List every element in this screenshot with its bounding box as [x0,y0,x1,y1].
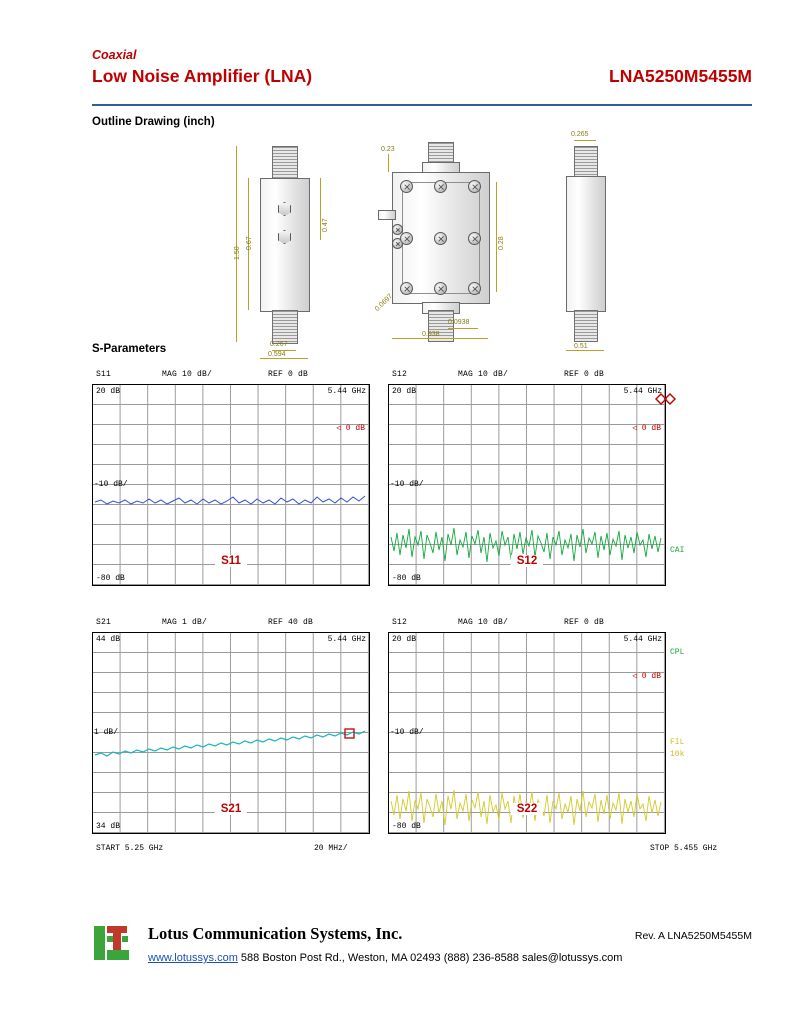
plot-s22-channel: S12 [392,618,408,627]
plot-s21-reference: REF 40 dB [268,618,314,627]
plot-s22 [388,618,685,848]
plot-s11-tag: S11 [215,555,247,567]
dim-top-0-28: 0.28 [498,236,505,250]
screw-tl [400,180,413,193]
dim-front-0-594: 0.594 [268,351,286,358]
dim-line-height2 [236,146,237,342]
dim-side-0-51: 0.51 [574,343,588,350]
plot-s22-grid [388,632,666,834]
plot-s12-marker: ◁ 0 dB [632,424,661,433]
section-title-outline: Outline Drawing (inch) [92,116,215,128]
plot-s12-channel: S12 [392,370,408,379]
sparameter-plots [92,370,752,860]
plot-s22-top-label: 20 dB [392,635,417,644]
screw-mr [468,232,481,245]
axis-stop-label: STOP 5.455 GHz [650,844,718,853]
category-label: Coaxial [92,48,137,62]
plot-s21-bottom-label: 34 dB [96,822,121,831]
dc-feedthrough [378,210,396,220]
plot-s22-mid-label: -10 dB/ [390,728,424,737]
axis-start-label: START 5.25 GHz [96,844,164,853]
dim-top-bottom-h [392,338,488,339]
dim-side-top-h [574,140,596,141]
plot-s22-bottom-label: -80 dB [392,822,421,831]
plot-s21-top-label: 44 dB [96,635,121,644]
plot-s11-bottom-label: -80 dB [96,574,125,583]
dim-side-bottom-h [566,350,604,351]
plot-s11 [92,370,370,600]
plot-s11-marker: ◁ 0 dB [336,424,365,433]
plot-s21-tag: S21 [215,803,247,815]
plot-s12-side-label: CAI [670,546,685,555]
plot-s12-freq-label: 5.44 GHz [623,387,662,396]
plot-s12-header [388,370,666,382]
plot-s22-side-label-10k: 10k [670,750,685,759]
plot-s22-freq-label: 5.44 GHz [623,635,662,644]
plot-s12-mid-label: -10 dB/ [390,480,424,489]
page-header [92,48,752,87]
part-number: LNA5250M5455M [609,66,752,86]
page-footer [92,920,752,990]
plot-s12-scale: MAG 10 dB/ [458,370,509,379]
plot-s22-marker: ◁ 0 dB [632,672,661,681]
page-title: Low Noise Amplifier (LNA) [92,66,313,86]
dim-top-left-v [388,154,389,172]
sma-connector-top [272,146,298,180]
plot-s21-grid [92,632,370,834]
sma-connector-bottom [272,310,298,344]
axis-span-label: 20 MHz/ [314,844,348,853]
lotus-logo-icon [92,922,138,964]
header-divider [92,104,752,106]
plot-s11-freq-label: 5.44 GHz [327,387,366,396]
screw-br [468,282,481,295]
dim-top-inner-h [448,328,478,329]
plot-s11-channel: S11 [96,370,112,379]
plot-s11-header [92,370,370,382]
plot-s22-scale: MAG 10 dB/ [458,618,509,627]
dim-side-0-265: 0.265 [571,131,589,138]
screw-tm [434,180,447,193]
dim-front-0-67: 0.67 [246,236,253,250]
dim-top-0-0697: 0.0697 [374,292,395,313]
amplifier-body-front [260,178,310,312]
plot-s11-mid-label: -10 dB/ [94,480,128,489]
plot-s22-tag: S22 [511,803,543,815]
sma-connector-side-bottom [574,310,598,342]
revision-label: Rev. A LNA5250M5455M [634,930,752,942]
screw-bm [434,282,447,295]
screw-ml [400,232,413,245]
plot-s21-freq-label: 5.44 GHz [327,635,366,644]
plot-s22-header [388,618,666,630]
screw-bl [400,282,413,295]
website-link[interactable]: www.lotussys.com [148,952,238,964]
dim-top-0-23: 0.23 [381,146,395,153]
amplifier-body-side [566,176,606,312]
plot-s11-reference: REF 0 dB [268,370,309,379]
plot-s22-side-label-fil: FIL [670,738,685,747]
plot-s11-grid [92,384,370,586]
plot-s22-reference: REF 0 dB [564,618,605,627]
plot-s21-header [92,618,370,630]
plot-s12-top-label: 20 dB [392,387,417,396]
dim-line-right [320,178,321,240]
company-name: Lotus Communication Systems, Inc. [148,924,403,943]
dim-front-0-47: 0.47 [322,218,329,232]
footer-contact [148,952,622,964]
plot-s12-reference: REF 0 dB [564,370,605,379]
plot-s21-scale: MAG 1 dB/ [162,618,208,627]
plot-s21-mid-label: 1 dB/ [94,728,119,737]
plot-s12-tag: S12 [511,555,543,567]
plot-s11-scale: MAG 10 dB/ [162,370,213,379]
sma-connector-side-top [574,146,598,178]
dim-line-bottom-b [260,358,308,359]
marker-square-icon [343,727,357,741]
plot-s22-side-label-cpl: CPL [670,648,685,657]
screw-mm [434,232,447,245]
plot-s12-bottom-label: -80 dB [392,574,421,583]
plot-s12 [388,370,685,600]
dim-front-1-50: 1.50 [234,246,241,260]
dim-top-0-0938: 0.0938 [448,319,470,326]
dim-top-0-938: 0.938 [422,331,440,338]
footer-address: 588 Boston Post Rd., Weston, MA 02493 (888) 236-8588 sales@lotussys.com [237,952,623,964]
plot-s21 [92,618,370,848]
section-title-sparameters: S-Parameters [92,343,167,355]
screw-tr [468,180,481,193]
dim-top-right-v [496,182,497,292]
plot-s21-channel: S21 [96,618,112,627]
plot-s12-grid [388,384,666,586]
plot-s11-top-label: 20 dB [96,387,121,396]
dim-front-0-267: 0.267 [270,341,288,348]
